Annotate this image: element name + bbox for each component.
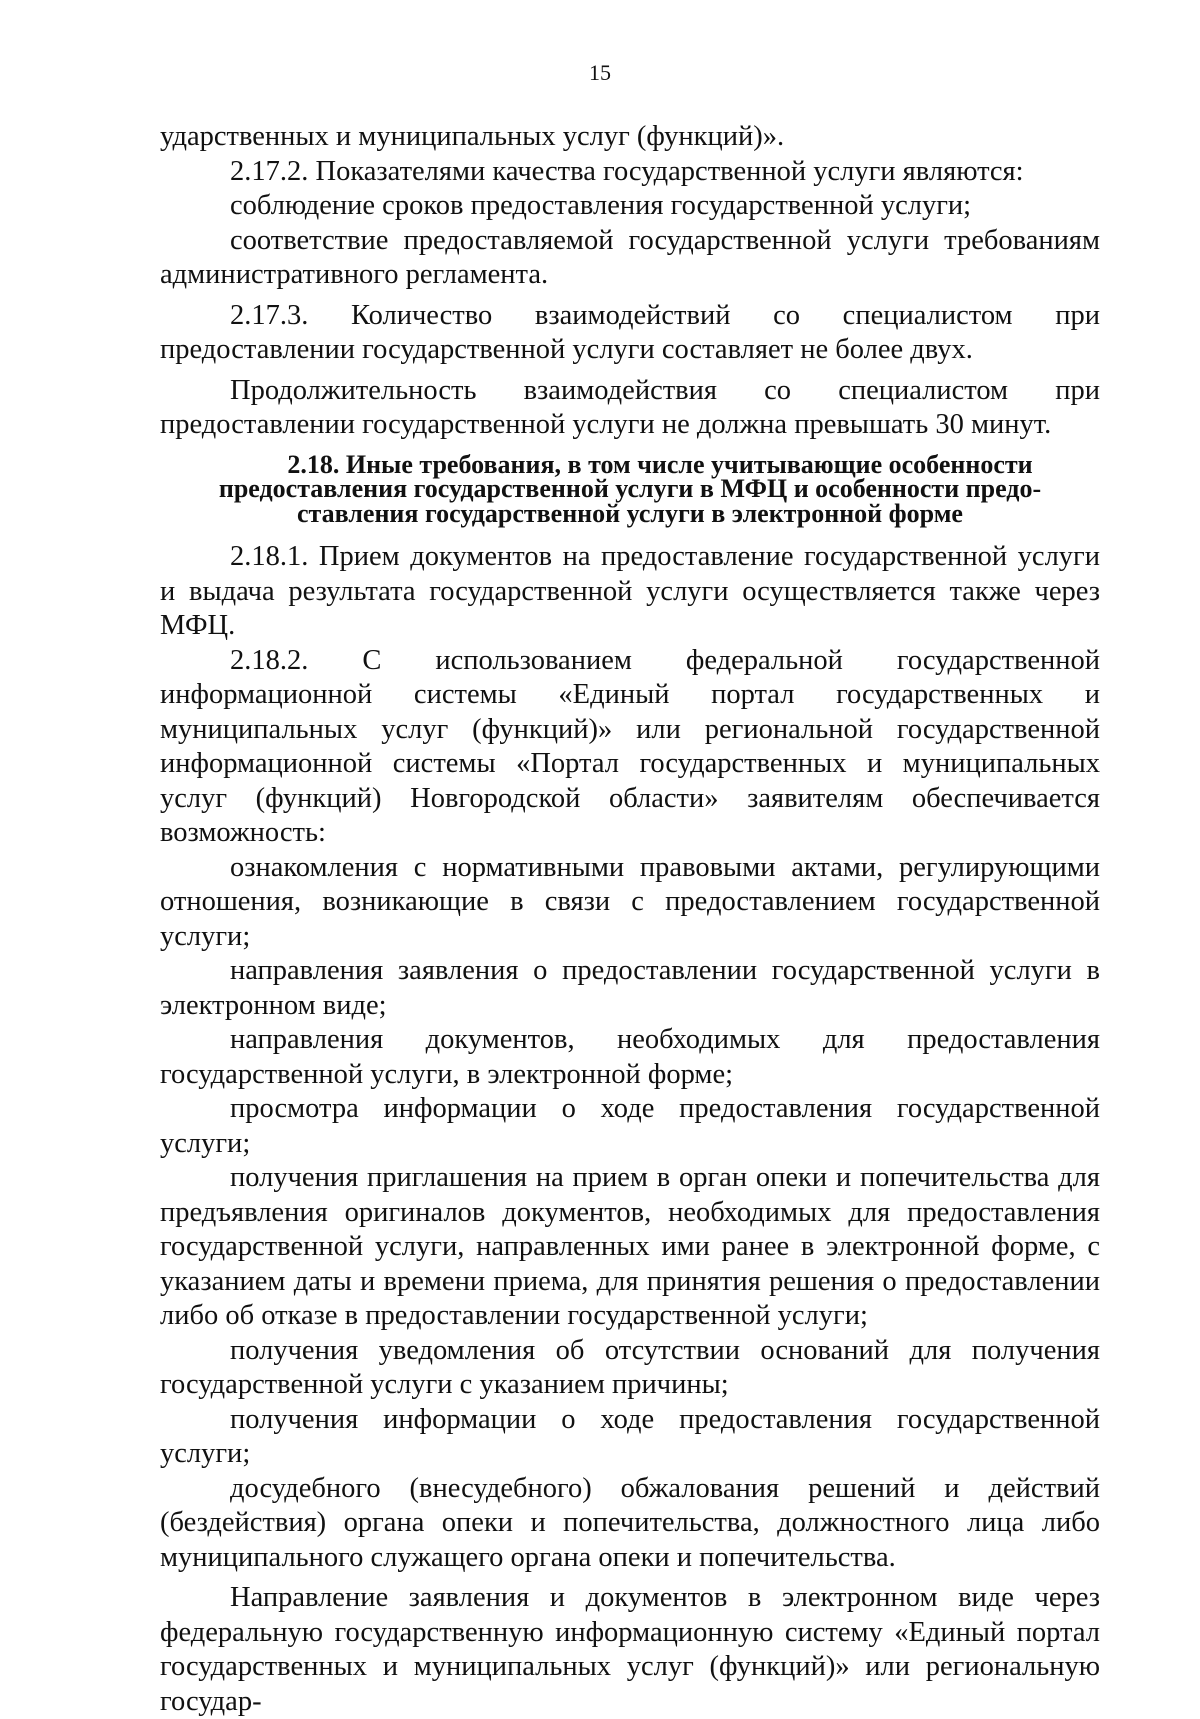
list-item: досудебного (внесудебного) обжалования решений и действий (бездействия) органа опеки и попечительства, должностного лица либо муниципального служащего органа опеки и попечительства. xyxy=(160,1472,1100,1573)
list-item: направления заявления о предоставлении государственной услуги в электронном виде; xyxy=(160,955,1100,1021)
list-item: просмотра информации о ходе предоставления государственной услуги; xyxy=(160,1093,1100,1159)
paragraph: Направление заявления и документов в электронном виде через федеральную государственную информационную систему «Единый портал государственных и муниципальных услуг (функций)» или региональную государ- xyxy=(160,1582,1100,1717)
list-item: направления документов, необходимых для предоставления государственной услуги, в электронной форме; xyxy=(160,1024,1100,1090)
paragraph: 2.17.3. Количество взаимодействий со специалистом при предоставлении государственной услуги составляет не более двух. xyxy=(160,299,1100,365)
paragraph: ударственных и муниципальных услуг (функций)». xyxy=(160,121,785,152)
paragraph: 2.17.2. Показателями качества государственной услуги являются: xyxy=(230,155,1024,187)
list-item: получения приглашения на прием в орган опеки и попечительства для предъявления оригиналов документов, необходимых для предоставления государственной услуги, направленных ими ранее в электронной форме, с указанием даты и времени приема, для принятия решения о предоставлении либо об отказе в предоставлении государственной услуги; xyxy=(160,1162,1100,1331)
list-item: получения уведомления об отсутствии оснований для получения государственной услуги с указанием причины; xyxy=(160,1334,1100,1400)
section-heading xyxy=(160,449,1100,528)
page-number: 15 xyxy=(589,60,611,85)
heading-line: ставления государственной услуги в электронной форме xyxy=(297,498,963,528)
heading-line: 2.18. Иные требования, в том числе учитывающие особенности xyxy=(287,449,1033,479)
body-text xyxy=(160,120,1100,1719)
paragraph: соблюдение сроков предоставления государственной услуги; xyxy=(230,190,972,221)
heading-line: предоставления государственной услуги в МФЦ и особенности предо- xyxy=(218,474,1042,503)
paragraph: 2.18.2. С использованием федеральной государственной информационной системы «Единый портал государственных и муниципальных услуг (функций)» или региональной государственной информационной системы «Портал государственных и муниципальных услуг (функций) Новгородской области» заявителям обеспечивается возможность: xyxy=(160,644,1100,848)
paragraph: 2.18.1. Прием документов на предоставление государственной услуги и выдача результата государственной услуги осуществляется также через МФЦ. xyxy=(160,541,1100,641)
list-item: ознакомления с нормативными правовыми актами, регулирующими отношения, возникающие в связи с предоставлением государственной услуги; xyxy=(160,851,1100,952)
paragraph: соответствие предоставляемой государственной услуги требованиям административного регламента. xyxy=(160,224,1100,290)
paragraph: Продолжительность взаимодействия со специалистом при предоставлении государственной услуги не должна превышать 30 минут. xyxy=(160,374,1100,440)
list-item: получения информации о ходе предоставления государственной услуги; xyxy=(160,1403,1100,1469)
